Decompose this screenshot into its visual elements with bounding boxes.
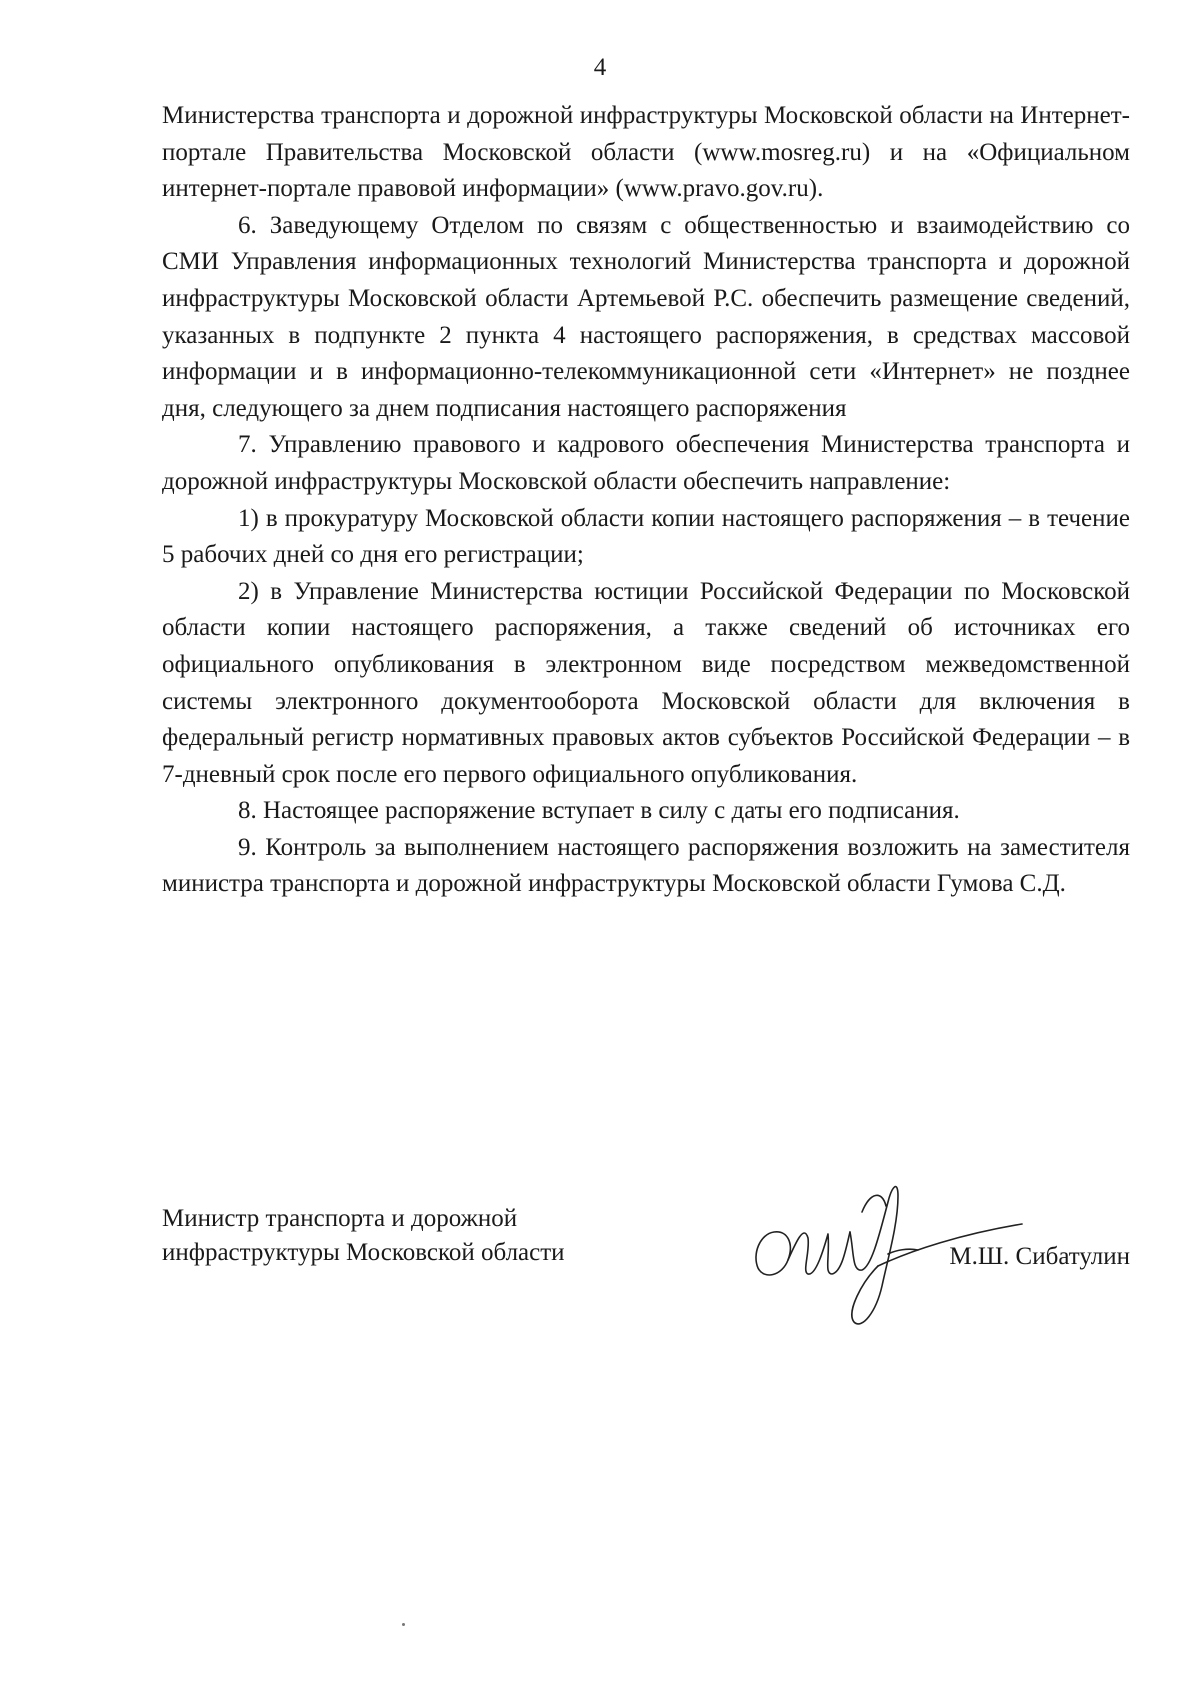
paragraph-subitem-2: 2) в Управление Министерства юстиции Российской Федерации по Московской области копии настоящего распоряжения, а также сведений об источниках его официального опубликования в электронном виде посредством межведомственной системы электронного документооборота Московской области для включения в федеральный регистр нормативных правовых актов субъектов Российской Федерации – в 7-дневный срок после его первого официального опубликования. [162, 577, 1130, 788]
paragraph-subitem-1: 1) в прокуратуру Московской области копии настоящего распоряжения – в течение 5 рабочих дней со дня его регистрации; [162, 504, 1130, 569]
paragraph-item-8: 8. Настоящее распоряжение вступает в силу с даты его подписания. [238, 797, 960, 825]
paragraph-item-7: 7. Управлению правового и кадрового обеспечения Министерства транспорта и дорожной инфраструктуры Московской области обеспечить направление: [162, 431, 1130, 495]
paragraph-item-6: 6. Заведующему Отделом по связям с общественностью и взаимодействию со СМИ Управления информационных технологий Министерства транспорта и дорожной инфраструктуры Московской области Артемьевой Р.С. обеспечить размещение сведений, указанных в подпункте 2 пункта 4 настоящего распоряжения, в средствах массовой информации и в информационно-телекоммуникационной сети «Интернет» не позднее дня, следующего за днем подписания настоящего распоряжения [162, 211, 1130, 422]
signer-title-line: инфраструктуры Московской области [162, 1239, 565, 1266]
scan-speck [402, 1623, 405, 1626]
document-body [162, 98, 1130, 903]
signer-title-line: Министр транспорта и дорожной [162, 1205, 518, 1232]
signer-title [162, 1202, 642, 1270]
paragraph-item-9: 9. Контроль за выполнением настоящего распоряжения возложить на заместителя министра транспорта и дорожной инфраструктуры Московской области Гумова С.Д. [162, 833, 1130, 898]
paragraph-continuation: Министерства транспорта и дорожной инфраструктуры Московской области на Интернет-портале Правительства Московской области (www.mosreg.ru) и на «Официальном интернет-портале правовой информации» (www.pravo.gov.ru). [162, 102, 1130, 203]
page-number: 4 [593, 54, 607, 81]
signer-name: М.Ш. Сибатулин [949, 1243, 1130, 1270]
signature-block [162, 1202, 1130, 1342]
